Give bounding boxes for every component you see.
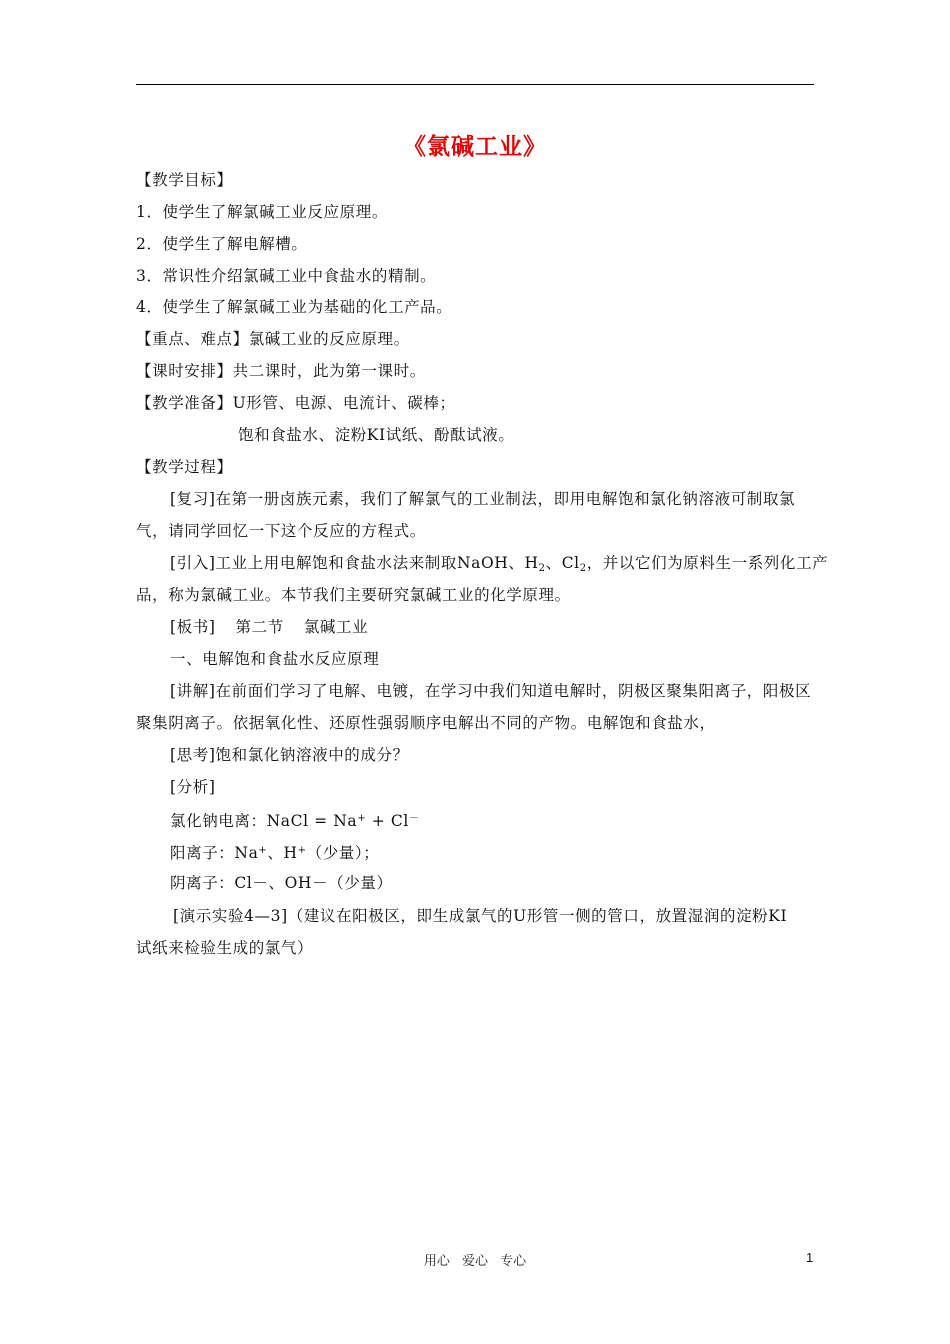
preparation-label: 【教学准备】 [136, 394, 233, 412]
cations-text-c: （少量）； [306, 844, 380, 862]
schedule-text: 共二课时，此为第一课时。 [232, 362, 426, 380]
lecture-line2: 聚集阴离子。依据氧化性、还原性强弱顺序电解出不同的产物。电解饱和食盐水， [136, 714, 716, 732]
page-footer: 用心 爱心 专心 [423, 1254, 527, 1269]
cations-line [170, 841, 379, 863]
process-heading: 【教学过程】 [136, 458, 233, 476]
intro-text-a: [引入]工业上用电解饱和食盐水法来制取NaOH、H [170, 554, 539, 572]
board-label: [板书] [170, 618, 216, 636]
intro-line1 [170, 553, 828, 579]
ionization-text-b: + Cl [366, 812, 409, 830]
ionization-superscript-cl: － [408, 813, 420, 824]
preparation-line2: 饱和食盐水、淀粉KI试纸、酚酞试液。 [238, 426, 515, 444]
demo-line1: [演示实验4—3]（建议在阳极区，即生成氯气的U形管一侧的管口，放置湿润的淀粉KI [173, 907, 788, 925]
intro-line2: 品，称为氯碱工业。本节我们主要研究氯碱工业的化学原理。 [136, 586, 571, 604]
page-number: 1 [806, 1250, 814, 1265]
key-points-text: 氯碱工业的反应原理。 [248, 330, 410, 348]
key-points-label: 【重点、难点】 [136, 330, 249, 348]
objective-item: 1．使学生了解氯碱工业反应原理。 [136, 203, 388, 221]
objective-item: 4．使学生了解氯碱工业为基础的化工产品。 [136, 298, 453, 316]
analysis-label: [分析] [170, 778, 216, 796]
review-line1: [复习]在第一册卤族元素，我们了解氯气的工业制法，即用电解饱和氯化钠溶液可制取氯 [170, 490, 796, 508]
lecture-line1: [讲解]在前面们学习了电解、电镀，在学习中我们知道电解时，阴极区聚集阳离子，阳极区 [170, 682, 812, 700]
preparation-line1: U形管、电源、电流计、碳棒； [232, 394, 456, 412]
think-question: [思考]饱和氯化钠溶液中的成分？ [170, 746, 409, 764]
cations-text-b: 、H [267, 844, 298, 862]
section-heading-1: 一、电解饱和食盐水反应原理 [170, 650, 380, 668]
objective-item: 2．使学生了解电解槽。 [136, 235, 308, 253]
intro-text-b: 、Cl [545, 554, 580, 572]
cations-text-a: 阳离子：Na [170, 844, 259, 862]
objective-item: 3．常识性介绍氯碱工业中食盐水的精制。 [136, 267, 437, 285]
cations-superscript-na: + [258, 845, 268, 856]
demo-line2: 试纸来检验生成的氯气） [136, 939, 314, 957]
ionization-equation [170, 809, 420, 831]
intro-subscript-cl2: 2 [579, 563, 587, 574]
intro-subscript-h2: 2 [538, 563, 546, 574]
schedule-label: 【课时安排】 [136, 362, 233, 380]
schedule [136, 361, 426, 381]
key-points [136, 329, 410, 349]
preparation [136, 393, 456, 413]
anions-line: 阴离子：Cl－、OH－（少量） [170, 874, 393, 892]
board-section: 第二节 [235, 618, 284, 636]
board-note [170, 617, 368, 637]
header-rule [136, 84, 814, 85]
document-title: 《氯碱工业》 [403, 133, 547, 160]
board-name: 氯碱工业 [303, 618, 369, 636]
cations-superscript-h: + [297, 845, 307, 856]
ionization-text-a: 氯化钠电离：NaCl = Na [170, 812, 358, 830]
objectives-heading: 【教学目标】 [136, 171, 233, 189]
review-line2: 气，请同学回忆一下这个反应的方程式。 [136, 522, 426, 540]
ionization-superscript-na: + [357, 813, 367, 824]
intro-text-c: ，并以它们为原料生一系列化工产 [586, 554, 829, 572]
